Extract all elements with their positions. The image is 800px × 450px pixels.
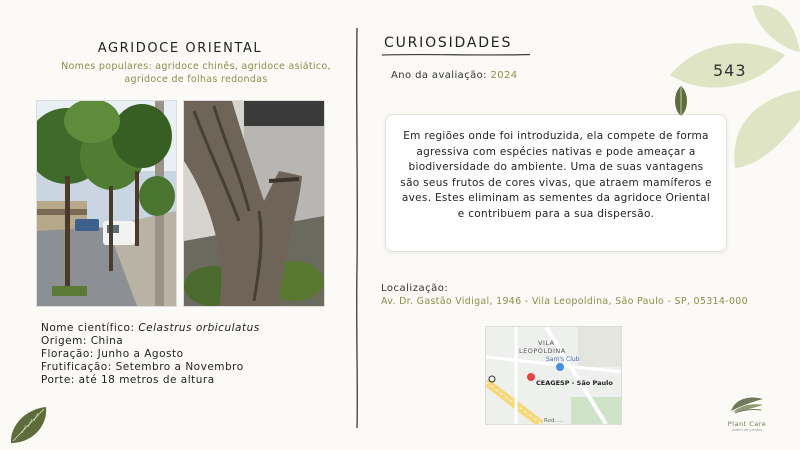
logo-name: Plant Care <box>727 420 767 428</box>
location-address: Av. Dr. Gastão Vidigal, 1946 - Vila Leopoldina, São Paulo - SP, 05314-000 <box>381 296 748 307</box>
logo-leaf-icon <box>727 393 767 415</box>
small-leaf-icon <box>672 85 690 117</box>
brand-logo <box>722 393 772 432</box>
map-district-line2: LEOPOLDINA <box>519 347 566 355</box>
origin-row: Origem: China <box>41 335 124 347</box>
flowering-row: Floração: Junho a Agosto <box>41 348 184 360</box>
curiosity-text: Em regiões onde foi introduzida, ela compete de forma agressiva com espécies nativas e pode ameaçar a biodiversidade do ambiente. Uma de suas vantagens são seus frutos de cores vivas, que atraem mamíferos e aves. Estes eliminam as sementes da agridoce Oriental e contribuem para a sua dispersão. <box>400 130 712 220</box>
title-underline <box>382 52 530 58</box>
location-label: Localização: <box>381 283 449 294</box>
evaluation-year: Ano da avaliação: 2024 <box>391 70 518 81</box>
map-pin-label: CEAGESP - São Paulo <box>536 379 613 387</box>
location-map[interactable] <box>485 326 622 425</box>
scientific-name-row: Nome científico: Celastrus orbiculatus <box>41 322 260 334</box>
map-road-label: Rod. ... <box>544 418 564 424</box>
species-facts <box>41 322 260 387</box>
map-district-line1: VILA <box>538 339 555 347</box>
logo-tagline: jardim de plantas <box>731 428 763 432</box>
column-divider <box>352 28 362 428</box>
leaf-icon <box>752 5 800 52</box>
street-tree-photo <box>36 100 177 307</box>
trunk-photo <box>183 100 325 307</box>
species-title: AGRIDOCE ORIENTAL <box>97 41 263 56</box>
store-marker-icon <box>556 363 564 371</box>
curiosities-title: CURIOSIDADES <box>384 35 513 51</box>
map-store-label: Sam's Club <box>546 356 580 363</box>
size-row: Porte: até 18 metros de altura <box>41 374 215 386</box>
fruiting-row: Frutificação: Setembro a Novembro <box>41 361 244 373</box>
evaluation-year-value: 2024 <box>490 70 518 81</box>
map-pin-icon <box>527 373 535 381</box>
bottom-leaf-icon <box>8 405 48 445</box>
leaf-icon <box>734 90 800 168</box>
record-number: 543 <box>713 61 747 80</box>
scientific-name: Celastrus orbiculatus <box>138 322 260 334</box>
popular-names: Nomes populares: agridoce chinês, agridoce asiático, agridoce de folhas redondas <box>61 61 331 85</box>
